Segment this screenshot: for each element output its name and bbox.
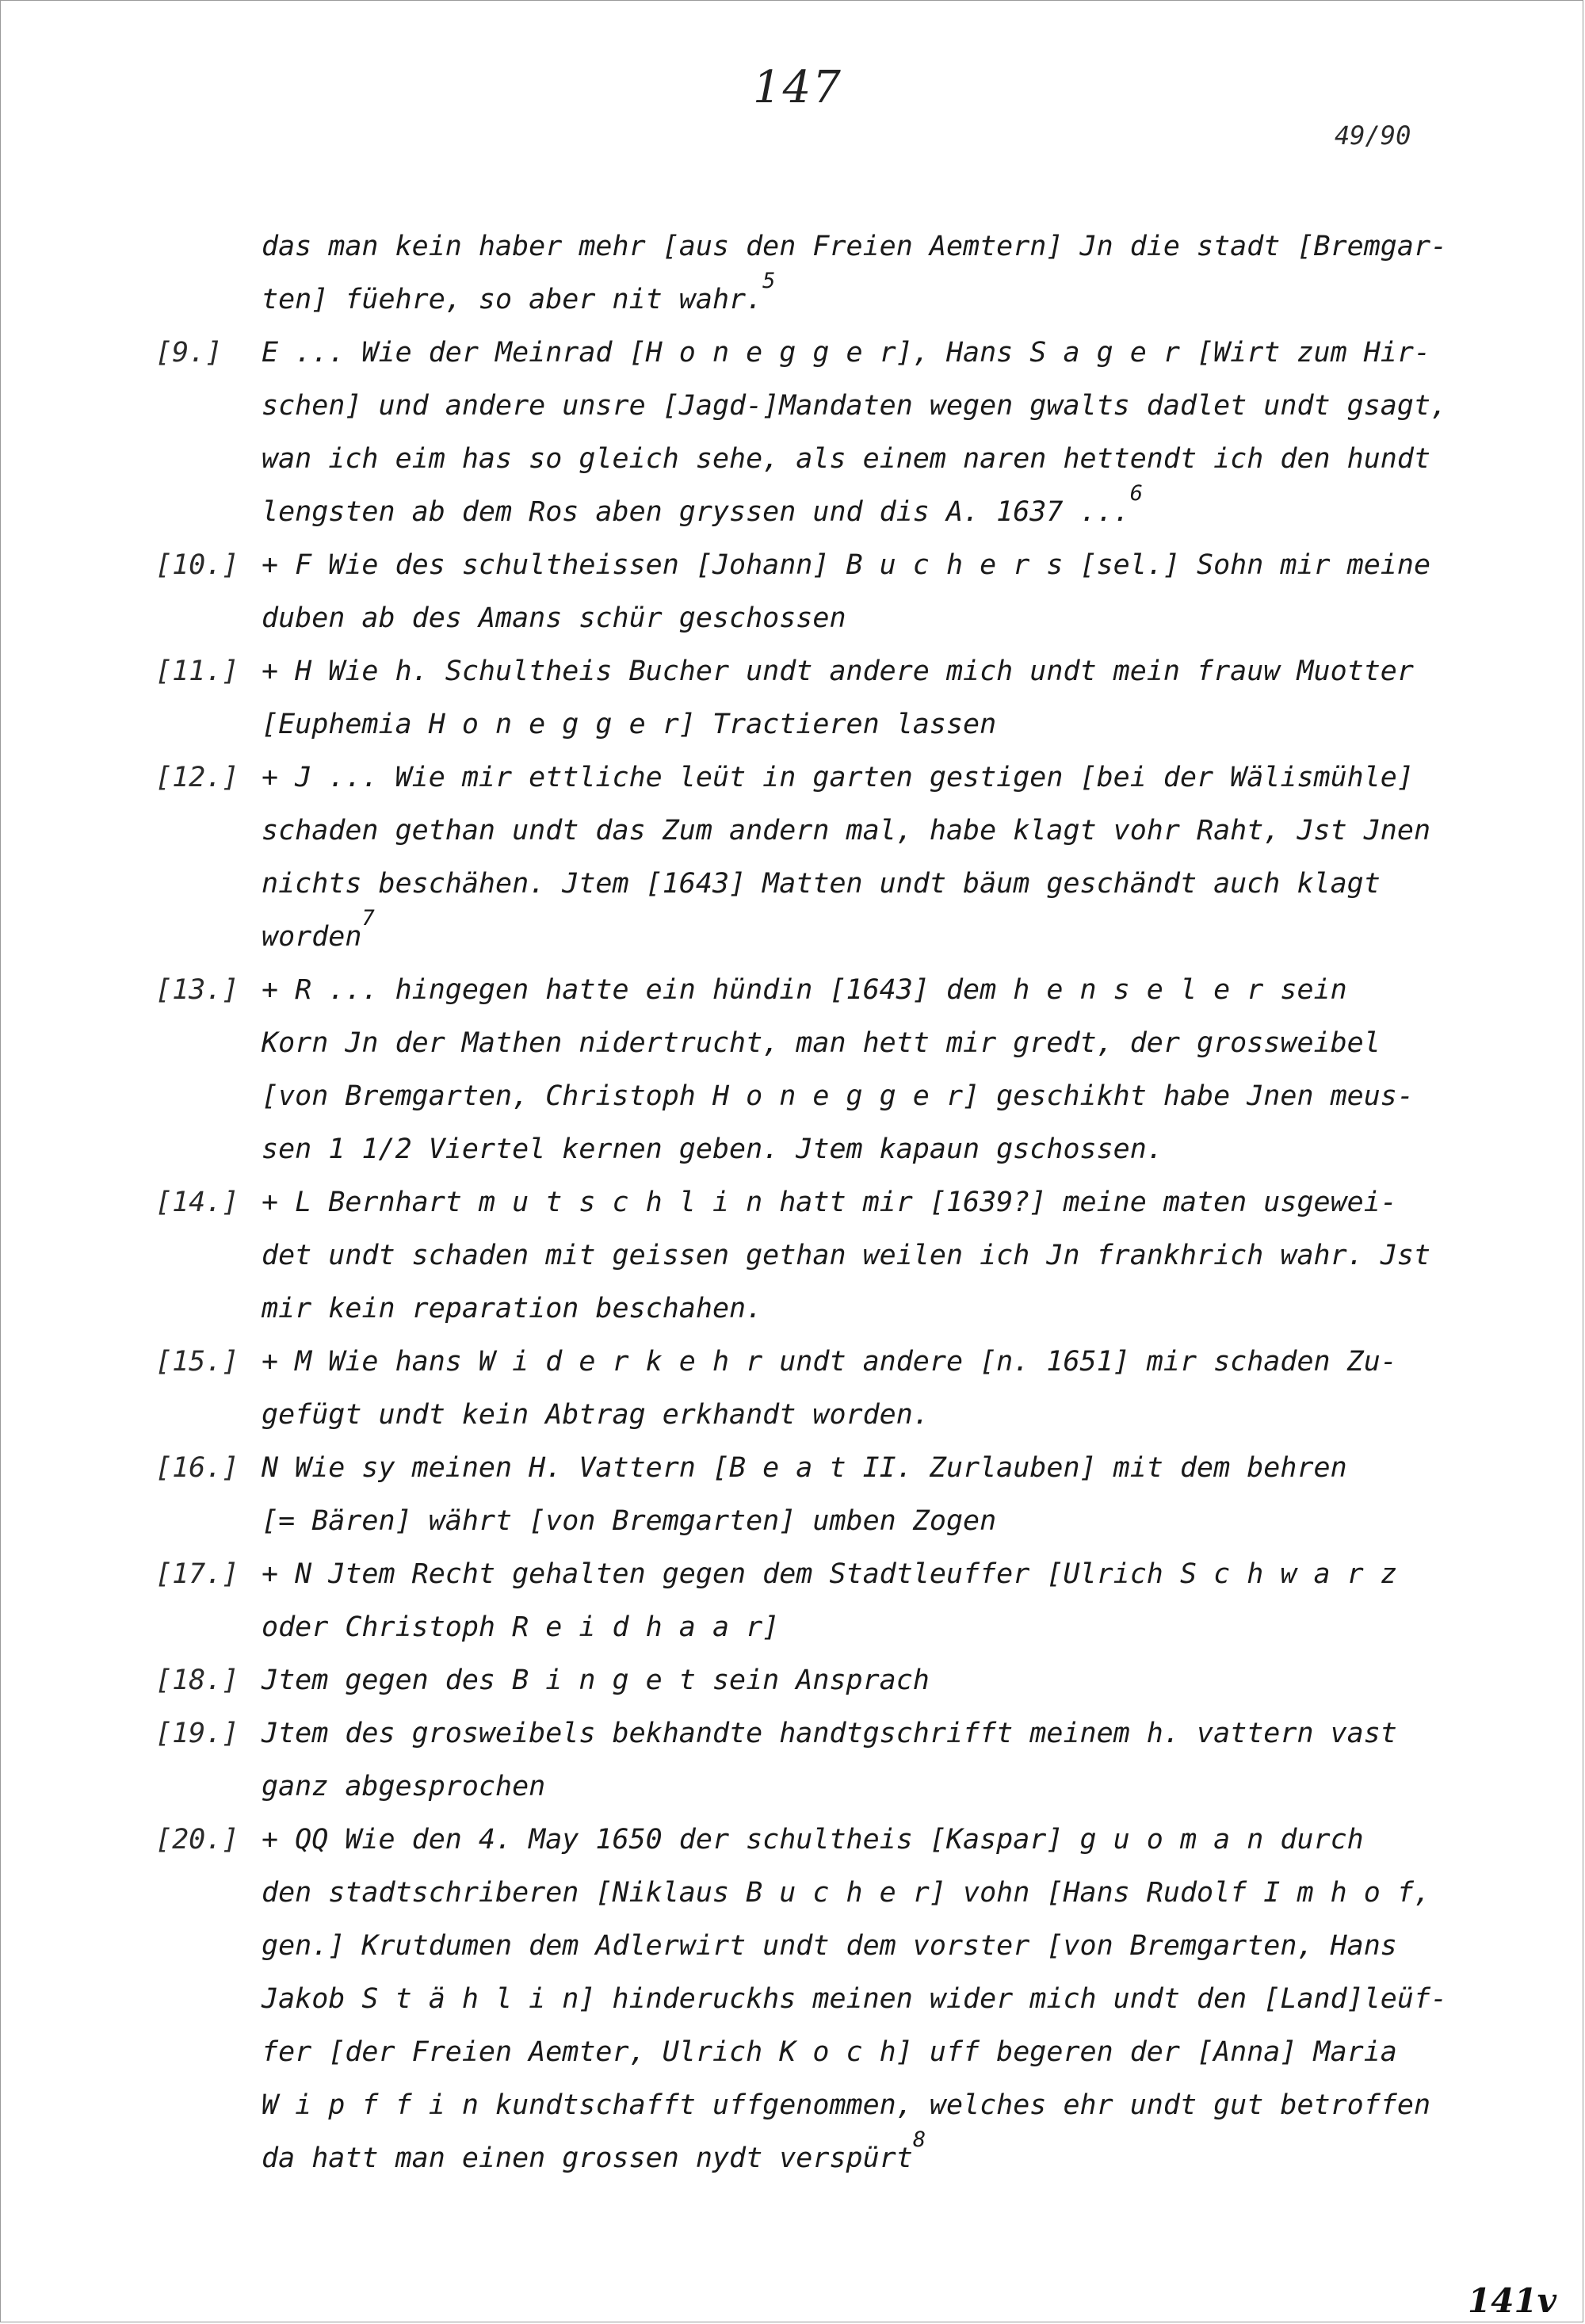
line-text-content: schaden gethan undt das Zum andern mal, habe klagt vohr Raht, Jst Jnen: [262, 815, 1431, 847]
line-text-content: + F Wie des schultheissen [Johann] B u c h e r s [sel.] Sohn mir meine: [262, 549, 1431, 581]
text-line: [155, 1601, 1463, 1654]
text-line: [155, 539, 1463, 592]
line-text-content: lengsten ab dem Ros aben gryssen und dis A. 1637 ...: [262, 496, 1130, 528]
entry-number: [11.]: [155, 656, 239, 687]
line-text-content: + L Bernhart m u t s c h l i n hatt mir [1639?] meine maten usgewei-: [262, 1187, 1397, 1218]
line-text: [262, 1548, 1482, 1603]
line-text-content: + N Jtem Recht gehalten gegen dem Stadtleuffer [Ulrich S c h w a r z: [262, 1558, 1397, 1590]
line-text: [262, 858, 1482, 912]
line-text: [262, 1814, 1482, 1868]
line-text: [262, 1176, 1482, 1231]
line-text-content: N Wie sy meinen H. Vattern [B e a t II. Zurlauben] mit dem behren: [262, 1452, 1347, 1484]
line-text: [262, 1867, 1482, 1921]
entry-number: [10.]: [155, 549, 239, 581]
text-line: [155, 220, 1463, 273]
entry-number: [18.]: [155, 1665, 239, 1696]
text-line: [155, 805, 1463, 858]
document-body: [155, 220, 1463, 2185]
line-text: [262, 380, 1482, 434]
text-line: [155, 433, 1463, 486]
line-text: [262, 1123, 1482, 1178]
text-line: [155, 1760, 1463, 1814]
text-line: [155, 1282, 1463, 1336]
line-text-content: + QQ Wie den 4. May 1650 der schultheis [Kaspar] g u o m a n durch: [262, 1824, 1364, 1856]
text-line: [155, 1336, 1463, 1389]
text-line: [155, 1442, 1463, 1495]
entry-number: [9.]: [155, 337, 223, 369]
line-text: [262, 751, 1482, 806]
text-line: [155, 2079, 1463, 2132]
text-line: [155, 1070, 1463, 1123]
text-line: [155, 964, 1463, 1017]
line-text-content: Jtem gegen des B i n g e t sein Ansprach: [262, 1665, 930, 1696]
line-text-content: Jtem des grosweibels bekhandte handtgschrifft meinem h. vattern vast: [262, 1718, 1397, 1749]
line-text-content: [= Bären] währt [von Bremgarten] umben Zogen: [262, 1505, 997, 1537]
handwritten-folio-number: 147: [753, 62, 842, 113]
footnote-marker: 5: [762, 269, 776, 293]
line-text-content: duben ab des Amans schür geschossen: [262, 602, 846, 634]
line-text-content: schen] und andere unsre [Jagd-]Mandaten wegen gwalts dadlet undt gsagt,: [262, 390, 1448, 422]
line-text: [262, 433, 1482, 487]
line-text-content: den stadtschriberen [Niklaus B u c h e r] vohn [Hans Rudolf I m h o f,: [262, 1877, 1431, 1909]
entry-number: [19.]: [155, 1718, 239, 1749]
text-line: [155, 1176, 1463, 1229]
line-text-content: gefügt undt kein Abtrag erkhandt worden.: [262, 1399, 930, 1431]
text-line: [155, 481, 1463, 539]
line-text: [262, 1229, 1482, 1284]
line-text-content: + J ... Wie mir ettliche leüt in garten gestigen [bei der Wälismühle]: [262, 762, 1414, 793]
line-text-content: das man kein haber mehr [aus den Freien Aemtern] Jn die stadt [Bremgar-: [262, 231, 1448, 262]
line-text: [262, 1070, 1482, 1125]
entry-number: [13.]: [155, 974, 239, 1006]
line-text: [262, 1017, 1482, 1072]
text-line: [155, 1017, 1463, 1070]
line-text: [262, 539, 1482, 594]
line-text: [262, 1601, 1482, 1656]
line-text: [262, 805, 1482, 859]
text-line: [155, 1229, 1463, 1282]
entry-number: [14.]: [155, 1187, 239, 1218]
line-text-content: Korn Jn der Mathen nidertrucht, man hett mir gredt, der grossweibel: [262, 1027, 1381, 1059]
line-text-content: ten] füehre, so aber nit wahr.: [262, 284, 763, 315]
line-text: [262, 481, 1482, 541]
footnote-marker: 7: [361, 906, 375, 931]
line-text: [262, 2127, 1482, 2187]
line-text: [262, 1389, 1482, 1443]
line-text: [262, 698, 1482, 753]
text-line: [155, 1495, 1463, 1548]
line-text-content: oder Christoph R e i d h a a r]: [262, 1611, 780, 1643]
entry-number: [17.]: [155, 1558, 239, 1590]
text-line: [155, 1707, 1463, 1760]
text-line: [155, 858, 1463, 911]
line-text-content: E ... Wie der Meinrad [H o n e g g e r], Hans S a g e r [Wirt zum Hir-: [262, 337, 1431, 369]
line-text: [262, 1973, 1482, 2028]
text-line: [155, 1123, 1463, 1176]
line-text-content: worden: [262, 921, 362, 953]
footnote-marker: 6: [1129, 481, 1143, 506]
line-text: [262, 906, 1482, 965]
text-line: [155, 906, 1463, 964]
line-text-content: da hatt man einen grossen nydt verspürt: [262, 2142, 913, 2174]
text-line: [155, 698, 1463, 751]
text-line: [155, 269, 1463, 327]
line-text: [262, 1760, 1482, 1815]
text-line: [155, 1920, 1463, 1973]
line-text: [262, 1707, 1482, 1762]
entry-number: [15.]: [155, 1346, 239, 1378]
page-reference: 49/90: [1335, 120, 1411, 151]
line-text-content: W i p f f i n kundtschafft uffgenommen, welches ehr undt gut betroffen: [262, 2089, 1431, 2121]
handwritten-footer-mark: 141v: [1468, 2281, 1557, 2320]
line-text: [262, 1442, 1482, 1496]
line-text-content: nichts beschähen. Jtem [1643] Matten undt bäum geschändt auch klagt: [262, 868, 1381, 900]
entry-number: [20.]: [155, 1824, 239, 1856]
line-text: [262, 220, 1482, 275]
text-line: [155, 751, 1463, 805]
text-line: [155, 327, 1463, 380]
line-text: [262, 592, 1482, 647]
line-text-content: [von Bremgarten, Christoph H o n e g g e r] geschikht habe Jnen meus-: [262, 1080, 1414, 1112]
line-text-content: Jakob S t ä h l i n] hinderuckhs meinen wider mich undt den [Land]leüf-: [262, 1983, 1448, 2015]
line-text: [262, 1654, 1482, 1709]
line-text-content: wan ich eim has so gleich sehe, als einem naren hettendt ich den hundt: [262, 443, 1431, 475]
line-text-content: + H Wie h. Schultheis Bucher undt andere mich undt mein frauw Muotter: [262, 656, 1414, 687]
text-line: [155, 1814, 1463, 1867]
entry-number: [16.]: [155, 1452, 239, 1484]
text-line: [155, 380, 1463, 433]
line-text-content: [Euphemia H o n e g g e r] Tractieren lassen: [262, 709, 997, 740]
line-text: [262, 2079, 1482, 2134]
line-text-content: + R ... hingegen hatte ein hündin [1643] dem h e n s e l e r sein: [262, 974, 1347, 1006]
text-line: [155, 1389, 1463, 1442]
line-text-content: fer [der Freien Aemter, Ulrich K o c h] uff begeren der [Anna] Maria: [262, 2036, 1397, 2068]
text-line: [155, 592, 1463, 645]
line-text: [262, 1495, 1482, 1550]
line-text: [262, 2026, 1482, 2081]
entry-number: [12.]: [155, 762, 239, 793]
text-line: [155, 645, 1463, 698]
text-line: [155, 2026, 1463, 2079]
line-text-content: ganz abgesprochen: [262, 1771, 546, 1802]
text-line: [155, 1867, 1463, 1920]
line-text: [262, 645, 1482, 700]
line-text: [262, 327, 1482, 381]
text-line: [155, 1548, 1463, 1601]
line-text: [262, 1920, 1482, 1974]
line-text-content: gen.] Krutdumen dem Adlerwirt undt dem vorster [von Bremgarten, Hans: [262, 1930, 1397, 1962]
line-text-content: sen 1 1/2 Viertel kernen geben. Jtem kapaun gschossen.: [262, 1133, 1163, 1165]
text-line: [155, 1973, 1463, 2026]
line-text-content: + M Wie hans W i d e r k e h r undt andere [n. 1651] mir schaden Zu-: [262, 1346, 1397, 1378]
line-text: [262, 1336, 1482, 1390]
line-text: [262, 269, 1482, 328]
line-text-content: det undt schaden mit geissen gethan weilen ich Jn frankhrich wahr. Jst: [262, 1240, 1431, 1271]
footnote-marker: 8: [912, 2127, 926, 2152]
line-text: [262, 964, 1482, 1019]
text-line: [155, 2127, 1463, 2185]
text-line: [155, 1654, 1463, 1707]
line-text: [262, 1282, 1482, 1337]
line-text-content: mir kein reparation beschahen.: [262, 1293, 763, 1324]
